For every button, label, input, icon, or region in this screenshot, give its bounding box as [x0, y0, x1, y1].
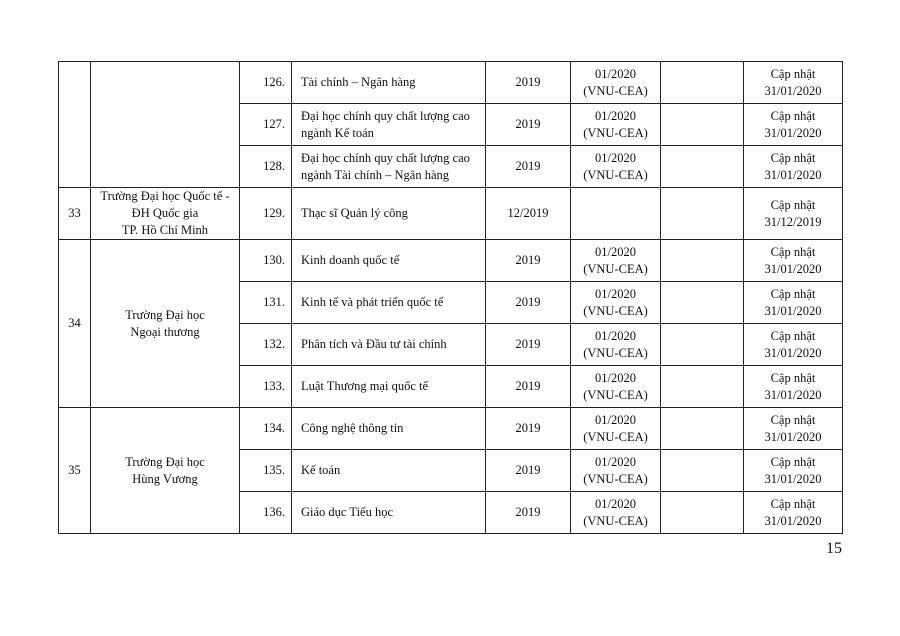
- group-index-cell: 33: [59, 188, 91, 240]
- program-number-cell: 129.: [240, 188, 292, 240]
- program-number-cell: 130.: [240, 240, 292, 282]
- evaluation-cell: 01/2020 (VNU-CEA): [571, 146, 661, 188]
- year-cell: 2019: [486, 104, 571, 146]
- table-row: [59, 188, 843, 240]
- program-name-cell: Tài chính – Ngân hàng: [292, 62, 486, 104]
- note-cell: Cập nhật 31/01/2020: [744, 104, 843, 146]
- extra-cell: [661, 324, 744, 366]
- note-cell: Cập nhật 31/01/2020: [744, 146, 843, 188]
- program-number-cell: 127.: [240, 104, 292, 146]
- note-cell: Cập nhật 31/01/2020: [744, 408, 843, 450]
- program-name-cell: Đại học chính quy chất lượng cao ngành Kế toán: [292, 104, 486, 146]
- group-index-cell: 35: [59, 408, 91, 534]
- program-name-cell: Phân tích và Đầu tư tài chính: [292, 324, 486, 366]
- accreditation-table: [58, 61, 843, 534]
- extra-cell: [661, 366, 744, 408]
- extra-cell: [661, 62, 744, 104]
- extra-cell: [661, 146, 744, 188]
- table-row: [59, 408, 843, 450]
- program-name-cell: Kinh tế và phát triển quốc tế: [292, 282, 486, 324]
- year-cell: 12/2019: [486, 188, 571, 240]
- program-name-cell: Giáo dục Tiểu học: [292, 492, 486, 534]
- program-number-cell: 132.: [240, 324, 292, 366]
- extra-cell: [661, 492, 744, 534]
- note-cell: Cập nhật 31/12/2019: [744, 188, 843, 240]
- note-cell: Cập nhật 31/01/2020: [744, 492, 843, 534]
- year-cell: 2019: [486, 240, 571, 282]
- program-name-cell: Luật Thương mại quốc tế: [292, 366, 486, 408]
- year-cell: 2019: [486, 366, 571, 408]
- program-number-cell: 134.: [240, 408, 292, 450]
- evaluation-cell: 01/2020 (VNU-CEA): [571, 282, 661, 324]
- program-number-cell: 126.: [240, 62, 292, 104]
- year-cell: 2019: [486, 146, 571, 188]
- year-cell: 2019: [486, 62, 571, 104]
- program-name-cell: Thạc sĩ Quản lý công: [292, 188, 486, 240]
- program-number-cell: 128.: [240, 146, 292, 188]
- evaluation-cell: 01/2020 (VNU-CEA): [571, 324, 661, 366]
- extra-cell: [661, 282, 744, 324]
- evaluation-cell: 01/2020 (VNU-CEA): [571, 492, 661, 534]
- school-name-cell: [91, 62, 240, 188]
- program-name-cell: Kinh doanh quốc tế: [292, 240, 486, 282]
- evaluation-cell: 01/2020 (VNU-CEA): [571, 240, 661, 282]
- evaluation-cell: 01/2020 (VNU-CEA): [571, 366, 661, 408]
- program-name-cell: Công nghệ thông tin: [292, 408, 486, 450]
- group-index-cell: 34: [59, 240, 91, 408]
- note-cell: Cập nhật 31/01/2020: [744, 366, 843, 408]
- program-number-cell: 136.: [240, 492, 292, 534]
- program-number-cell: 135.: [240, 450, 292, 492]
- program-number-cell: 131.: [240, 282, 292, 324]
- year-cell: 2019: [486, 492, 571, 534]
- evaluation-cell: 01/2020 (VNU-CEA): [571, 62, 661, 104]
- note-cell: Cập nhật 31/01/2020: [744, 62, 843, 104]
- year-cell: 2019: [486, 450, 571, 492]
- school-name-cell: Trường Đại học Quốc tế - ĐH Quốc gia TP. Hồ Chí Minh: [91, 188, 240, 240]
- extra-cell: [661, 450, 744, 492]
- evaluation-cell: 01/2020 (VNU-CEA): [571, 450, 661, 492]
- note-cell: Cập nhật 31/01/2020: [744, 282, 843, 324]
- extra-cell: [661, 188, 744, 240]
- extra-cell: [661, 240, 744, 282]
- table-row: [59, 240, 843, 282]
- program-number-cell: 133.: [240, 366, 292, 408]
- page-number: 15: [826, 540, 842, 557]
- table-row: [59, 62, 843, 104]
- extra-cell: [661, 408, 744, 450]
- note-cell: Cập nhật 31/01/2020: [744, 240, 843, 282]
- school-name-cell: Trường Đại học Ngoại thương: [91, 240, 240, 408]
- evaluation-cell: 01/2020 (VNU-CEA): [571, 408, 661, 450]
- school-name-cell: Trường Đại học Hùng Vương: [91, 408, 240, 534]
- note-cell: Cập nhật 31/01/2020: [744, 324, 843, 366]
- year-cell: 2019: [486, 408, 571, 450]
- evaluation-cell: [571, 188, 661, 240]
- program-name-cell: Kế toán: [292, 450, 486, 492]
- note-cell: Cập nhật 31/01/2020: [744, 450, 843, 492]
- extra-cell: [661, 104, 744, 146]
- year-cell: 2019: [486, 282, 571, 324]
- year-cell: 2019: [486, 324, 571, 366]
- program-name-cell: Đại học chính quy chất lượng cao ngành Tài chính – Ngân hàng: [292, 146, 486, 188]
- evaluation-cell: 01/2020 (VNU-CEA): [571, 104, 661, 146]
- group-index-cell: [59, 62, 91, 188]
